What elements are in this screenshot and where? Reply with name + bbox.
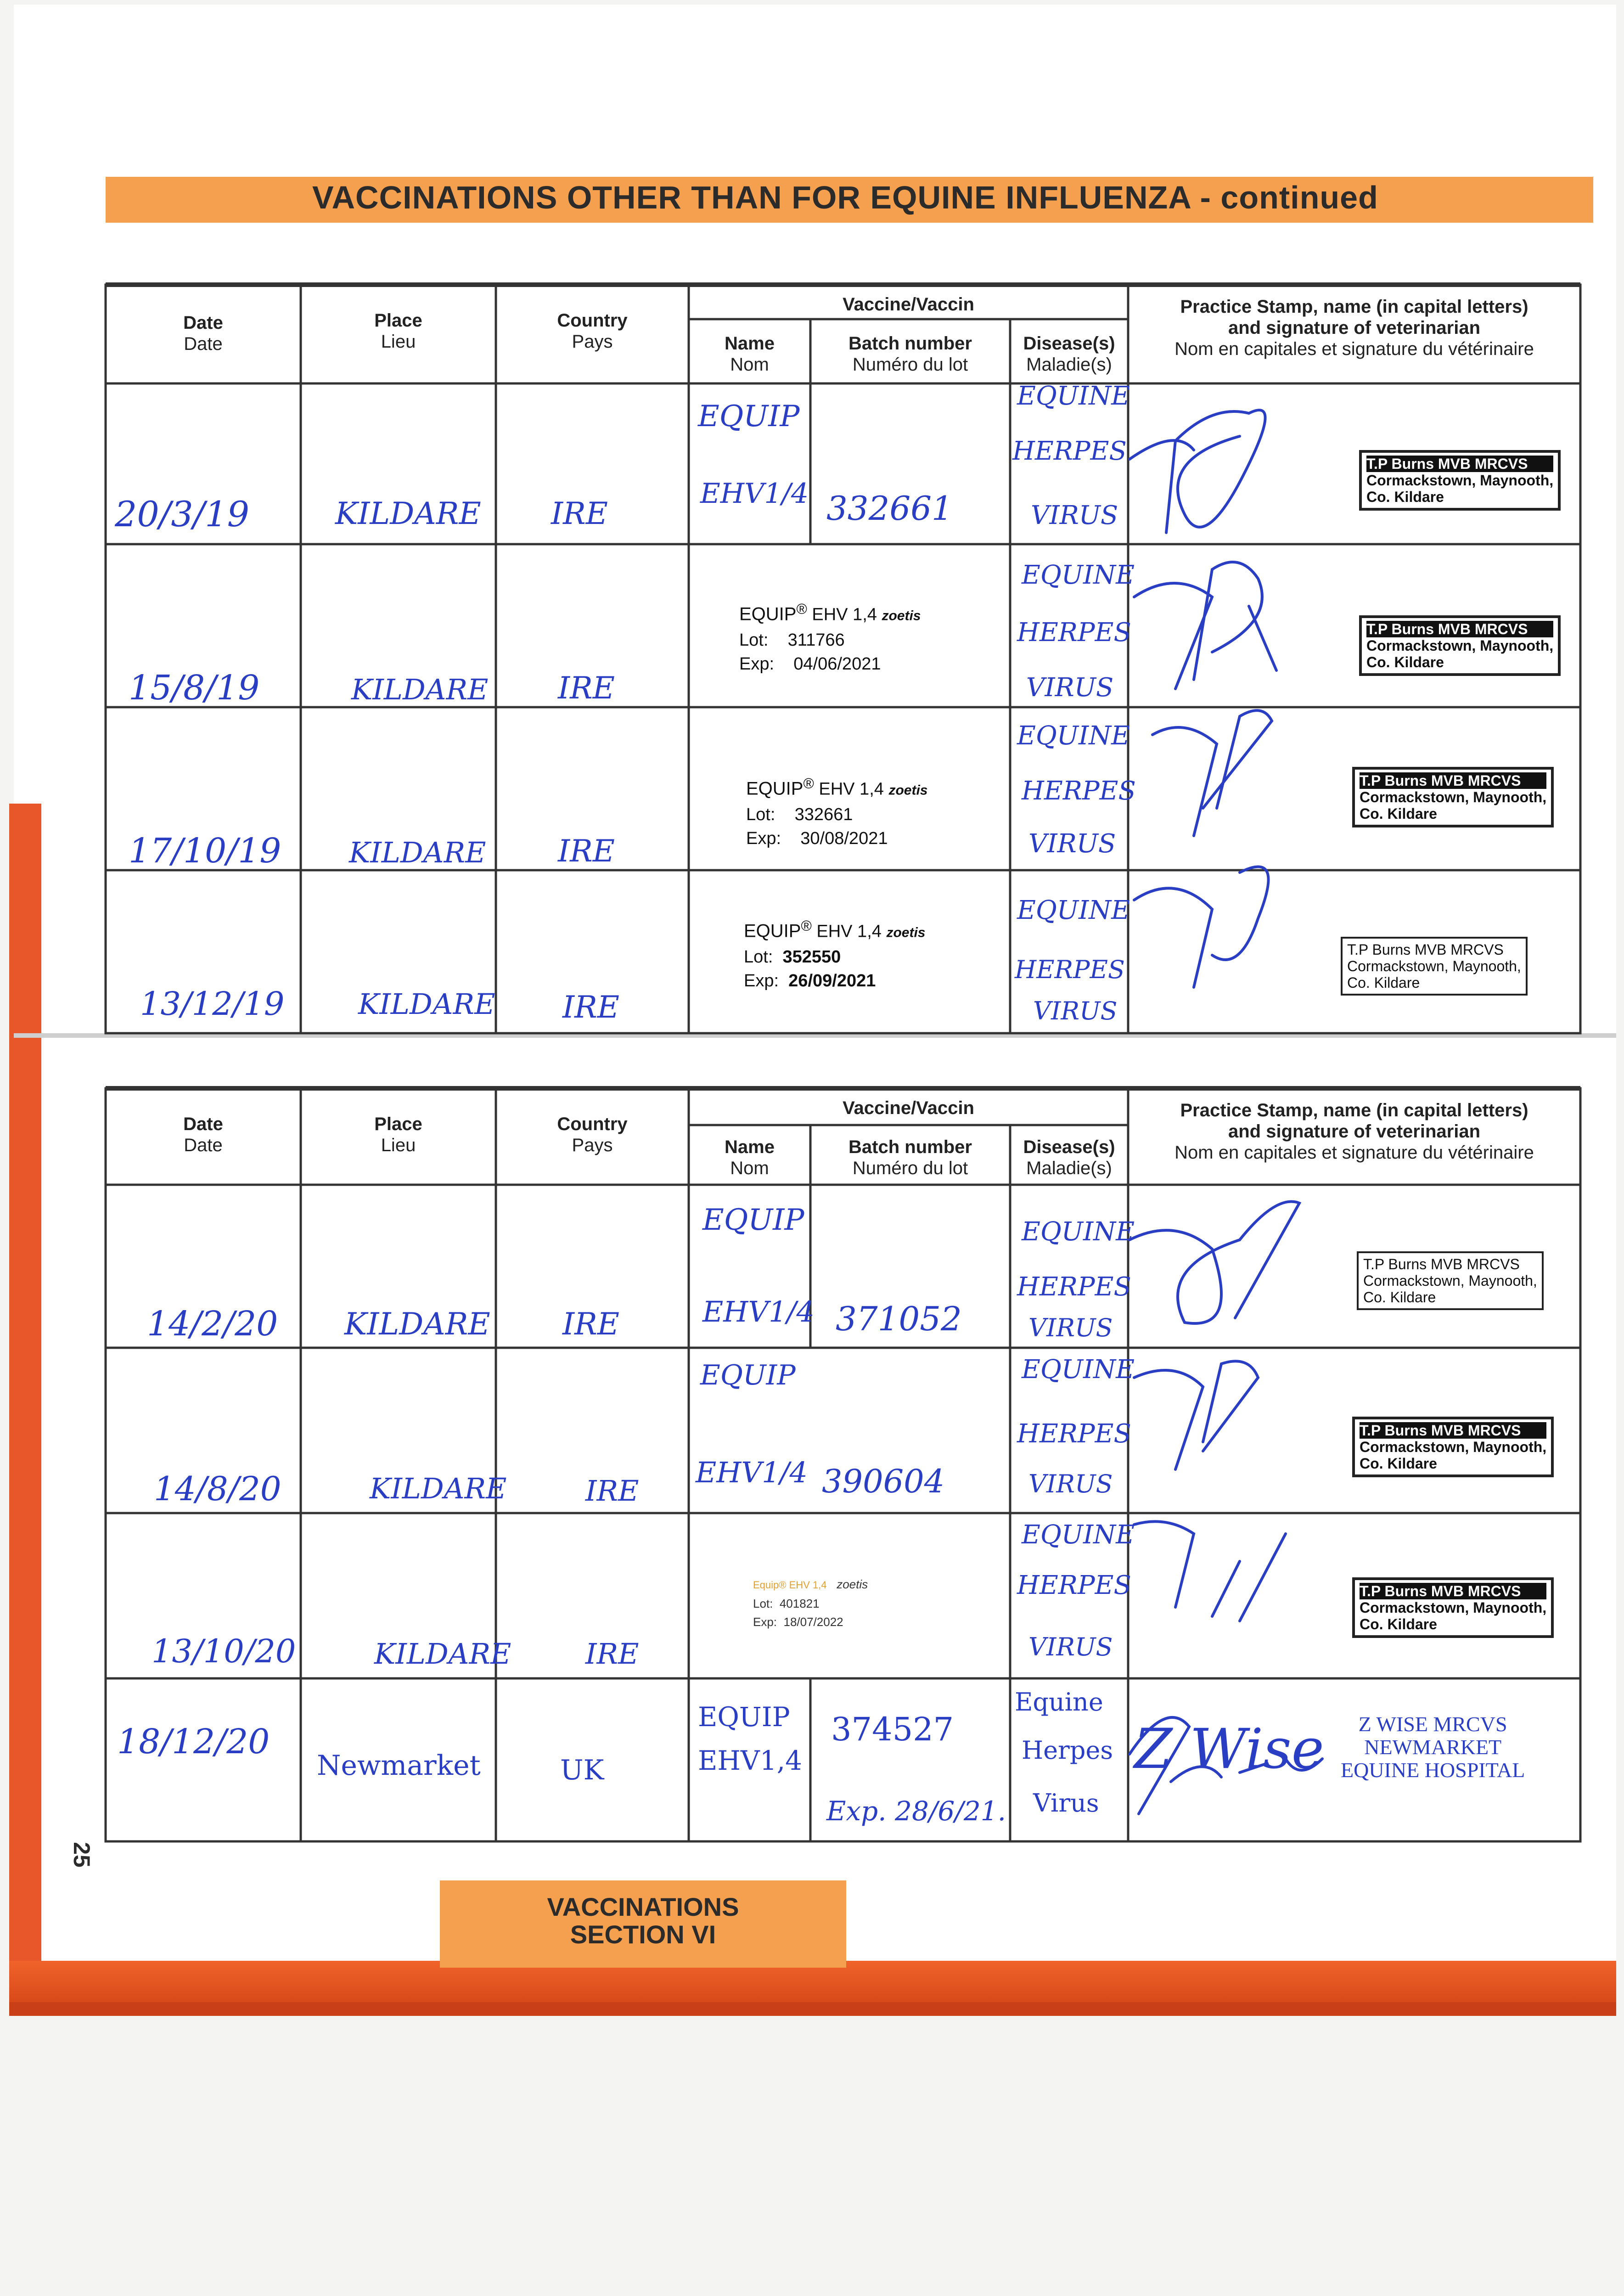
- row-disease: Equine: [1015, 1688, 1103, 1716]
- header-vaccine: Vaccine/Vaccin: [843, 1098, 974, 1118]
- row-country: IRE: [558, 670, 615, 706]
- header-name: Name Nom: [725, 1137, 775, 1178]
- vaccine-sticker: EQUIP® EHV 1,4 zoetis Lot: 352550 Exp: 26/09/2021: [744, 917, 926, 990]
- header-practice: Practice Stamp, name (in capital letters) and signature of veterinarian Nom en capitales et signature du vétérinaire: [1174, 297, 1534, 359]
- row-country: IRE: [562, 990, 619, 1025]
- header-batch: Batch number Numéro du lot: [849, 1137, 972, 1178]
- row-disease-line2: HERPES: [1012, 436, 1127, 466]
- row-name: EQUIP: [702, 1203, 804, 1237]
- section-banner-title: VACCINATIONS OTHER THAN FOR EQUINE INFLUENZA - continued: [312, 180, 1378, 215]
- row-disease-line3: VIRUS: [1026, 673, 1114, 703]
- vet-stamp: T.P Burns MVB MRCVS Cormackstown, Maynooth, Co. Kildare: [1352, 1577, 1554, 1638]
- row-country: IRE: [551, 496, 608, 531]
- header-practice: Practice Stamp, name (in capital letters) and signature of veterinarian Nom en capitales et signature du vétérinaire: [1174, 1100, 1534, 1163]
- vet-signature: Z Wise: [1134, 1717, 1324, 1781]
- row-disease-line3: VIRUS: [1028, 829, 1116, 859]
- row-disease-line3: Virus: [1033, 1789, 1099, 1818]
- row-date: 15/8/19: [129, 668, 260, 708]
- header-disease: Disease(s) Maladie(s): [1023, 1137, 1115, 1178]
- row-disease: EQUINE: [1022, 1355, 1135, 1384]
- row-name: EQUIP: [700, 1359, 796, 1391]
- row-disease: EQUINE: [1017, 381, 1130, 411]
- row-name-line2: EHV1/4: [700, 478, 809, 510]
- row-disease: EQUINE: [1022, 1520, 1135, 1550]
- header-country: Country Pays: [557, 1114, 628, 1155]
- row-place: KILDARE: [370, 1472, 507, 1505]
- header-place: Place Lieu: [374, 1114, 422, 1155]
- row-country: UK: [560, 1754, 604, 1786]
- header-place: Place Lieu: [374, 310, 422, 352]
- row-disease-line2: HERPES: [1015, 955, 1125, 984]
- header-date: Date Date: [183, 1114, 223, 1155]
- row-place: KILDARE: [351, 673, 489, 706]
- row-name-line2: EHV1/4: [702, 1295, 815, 1328]
- row-place: KILDARE: [374, 1637, 511, 1671]
- row-country: IRE: [562, 1306, 619, 1342]
- row-country: IRE: [585, 1637, 639, 1671]
- vaccine-sticker: EQUIP® EHV 1,4 zoetis Lot: 311766 Exp: 04/06/2021: [739, 601, 921, 674]
- row-disease: EQUINE: [1017, 895, 1130, 925]
- row-date: 14/2/20: [147, 1304, 278, 1344]
- row-disease: EQUINE: [1017, 721, 1130, 751]
- row-date: 18/12/20: [117, 1722, 270, 1761]
- header-date: Date Date: [183, 313, 223, 354]
- row-disease-line3: VIRUS: [1028, 1632, 1113, 1661]
- row-batch: 390604: [822, 1463, 945, 1500]
- row-date: 13/12/19: [140, 985, 285, 1023]
- row-place: KILDARE: [335, 496, 481, 531]
- vet-stamp: T.P Burns MVB MRCVS Cormackstown, Maynooth, Co. Kildare: [1352, 767, 1554, 827]
- row-date: 20/3/19: [115, 494, 249, 535]
- header-name: Name Nom: [725, 333, 775, 375]
- row-disease-line3: VIRUS: [1028, 1469, 1113, 1498]
- row-batch: 371052: [836, 1300, 962, 1338]
- row-place: KILDARE: [349, 836, 486, 869]
- row-disease-line3: VIRUS: [1031, 501, 1118, 530]
- row-date: 14/8/20: [154, 1469, 281, 1508]
- footer-subtitle: SECTION VI: [570, 1920, 716, 1949]
- vet-stamp: T.P Burns MVB MRCVS Cormackstown, Maynooth, Co. Kildare: [1352, 1417, 1554, 1477]
- vet-stamp: T.P Burns MVB MRCVS Cormackstown, Maynooth, Co. Kildare: [1359, 450, 1561, 511]
- row-disease: EQUINE: [1022, 560, 1135, 590]
- header-vaccine: Vaccine/Vaccin: [843, 294, 974, 315]
- row-disease-line2: HERPES: [1017, 1570, 1131, 1600]
- vet-stamp: T.P Burns MVB MRCVS Cormackstown, Maynooth, Co. Kildare: [1357, 1251, 1544, 1310]
- row-disease-line2: Herpes: [1022, 1736, 1113, 1765]
- footer-title: VACCINATIONS: [547, 1892, 739, 1921]
- row-name: EQUIP: [698, 400, 800, 433]
- row-batch-expiry: Exp. 28/6/21.: [826, 1795, 1006, 1827]
- row-disease-line2: HERPES: [1017, 1419, 1131, 1449]
- row-place: KILDARE: [344, 1306, 490, 1342]
- row-name-line2: EHV1/4: [696, 1456, 808, 1489]
- row-date: 13/10/20: [152, 1632, 296, 1670]
- row-disease: EQUINE: [1022, 1217, 1135, 1247]
- row-disease-line2: HERPES: [1017, 618, 1131, 647]
- row-disease-line2: HERPES: [1022, 776, 1136, 806]
- header-batch: Batch number Numéro du lot: [849, 333, 972, 375]
- row-disease-line2: HERPES: [1017, 1272, 1131, 1302]
- row-disease-line3: VIRUS: [1033, 996, 1118, 1025]
- row-batch: 374527: [831, 1711, 954, 1748]
- vaccine-sticker: EQUIP® EHV 1,4 zoetis Lot: 332661 Exp: 30/08/2021: [746, 775, 928, 848]
- header-disease: Disease(s) Maladie(s): [1023, 333, 1115, 375]
- page-number: 25: [68, 1842, 95, 1868]
- vet-stamp: T.P Burns MVB MRCVS Cormackstown, Maynooth, Co. Kildare: [1359, 615, 1561, 676]
- row-country: IRE: [585, 1474, 639, 1508]
- row-place: KILDARE: [358, 987, 495, 1021]
- row-date: 17/10/19: [129, 831, 281, 871]
- row-place: Newmarket: [317, 1750, 481, 1782]
- row-name: EQUIP: [698, 1701, 790, 1733]
- header-country: Country Pays: [557, 310, 628, 352]
- row-name-line2: EHV1,4: [698, 1745, 803, 1776]
- vaccine-sticker: Equip® EHV 1,4 zoetis Lot: 401821 Exp: 18/07/2022: [753, 1577, 868, 1629]
- vet-stamp: Z WISE MRCVS NEWMARKET EQUINE HOSPITAL: [1341, 1712, 1525, 1782]
- vet-stamp: T.P Burns MVB MRCVS Cormackstown, Maynooth, Co. Kildare: [1341, 937, 1528, 996]
- row-batch: 332661: [826, 489, 953, 528]
- row-disease-line3: VIRUS: [1028, 1313, 1113, 1342]
- row-country: IRE: [558, 833, 615, 869]
